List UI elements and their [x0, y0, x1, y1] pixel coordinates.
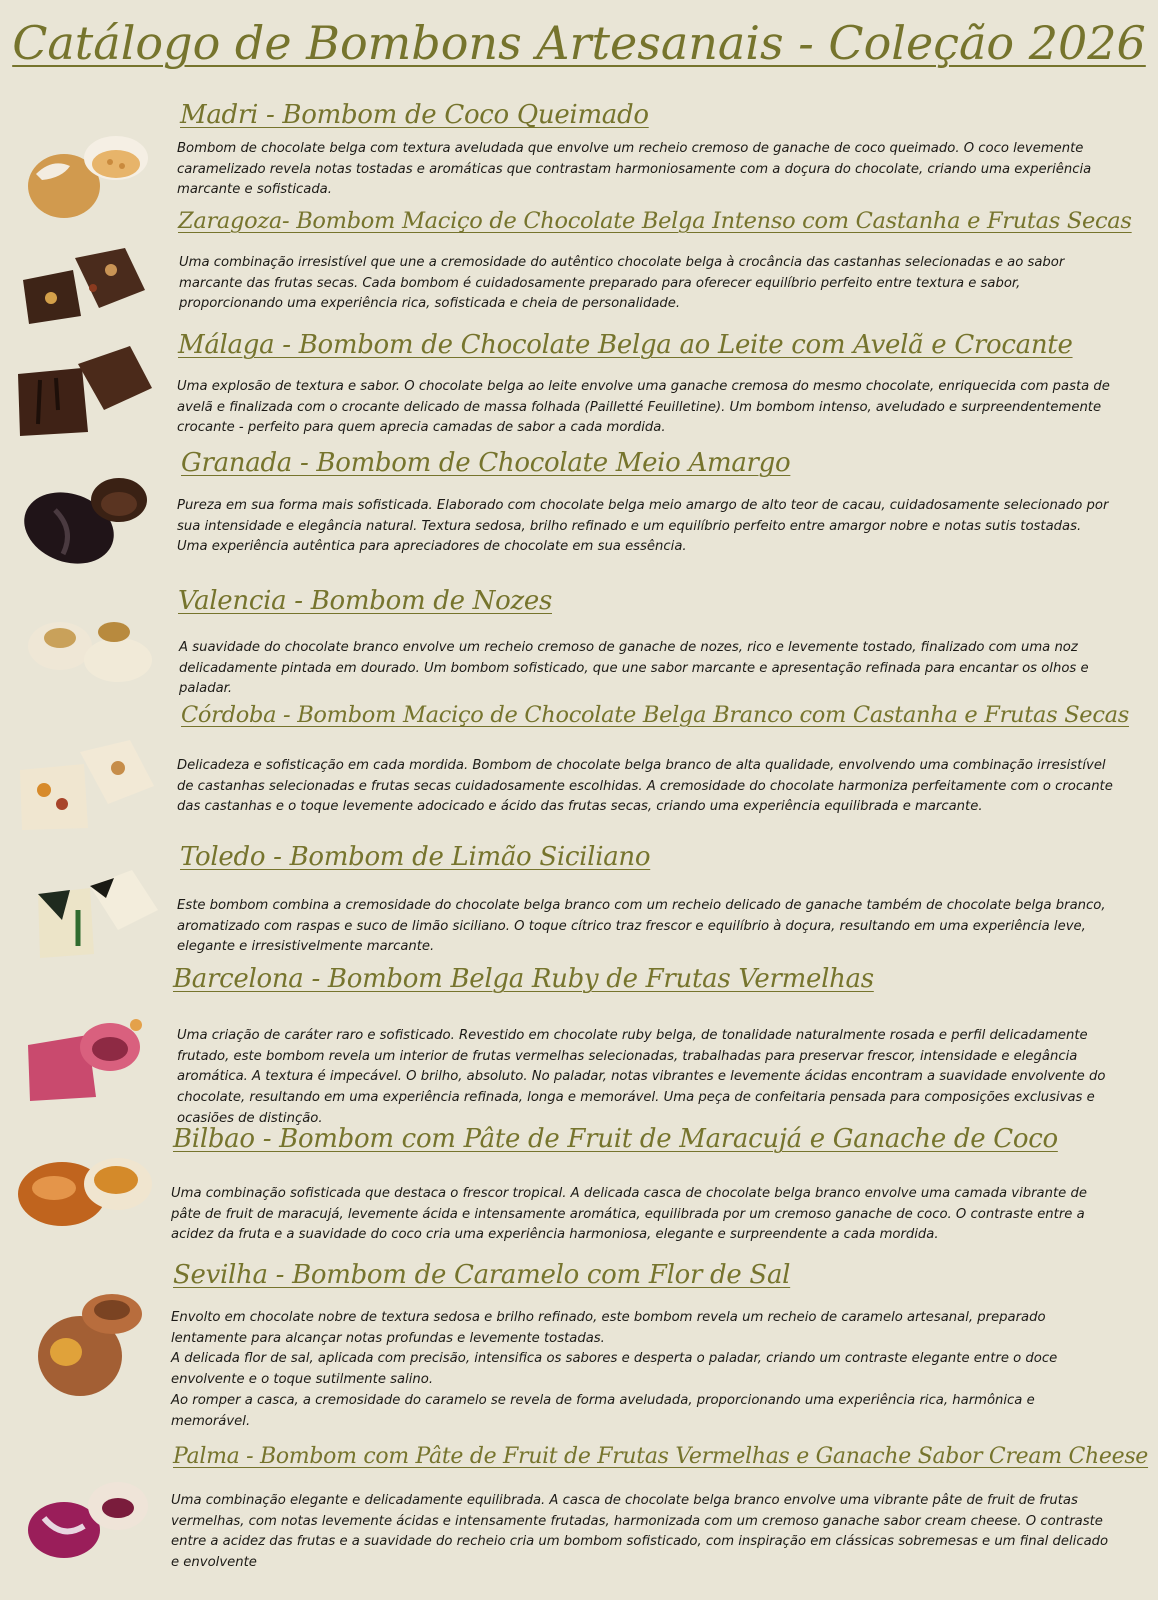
product-name: Zaragoza- Bombom Maciço de Chocolate Belga Intenso com Castanha e Frutas Secas — [178, 208, 1132, 234]
product-description — [177, 496, 1122, 558]
description-paragraph: Delicadeza e sofisticação em cada mordida. Bombom de chocolate belga branco de alta qualidade, envolvendo uma combinação irresistível de castanhas selecionadas e frutas secas cuidadosamente escolhidas. A cremosidade do chocolate harmoniza perfeitamente com o crocante das castanhas e o toque levemente adocicado e ácido das frutas secas, criando uma experiência equilibrada e marcante. — [177, 758, 1113, 815]
product-description — [171, 1184, 1116, 1246]
product-name: Sevilha - Bombom de Caramelo com Flor de Sal — [173, 1260, 791, 1290]
bonbon-photo-zaragoza — [15, 232, 165, 342]
product-description — [177, 1026, 1122, 1130]
product-description — [171, 1308, 1116, 1432]
product-name: Córdoba - Bombom Maciço de Chocolate Belga Branco com Castanha e Frutas Secas — [181, 702, 1129, 728]
bonbon-photo-palma — [14, 1470, 164, 1580]
catalog-title: Catálogo de Bombons Artesanais - Coleção 2026 — [12, 16, 1146, 70]
product-name: Barcelona - Bombom Belga Ruby de Frutas Vermelhas — [173, 964, 874, 994]
description-paragraph: Bombom de chocolate belga com textura aveludada que envolve um recheio cremoso de ganache de coco queimado. O coco levemente caramelizado revela notas tostadas e aromáticas que contrastam harmoniosamente com a doçura do chocolate, criando uma experiência marcante e sofisticada. — [177, 141, 1092, 198]
product-name: Málaga - Bombom de Chocolate Belga ao Leite com Avelã e Crocante — [178, 330, 1073, 360]
product-description — [179, 638, 1124, 700]
description-paragraph: Uma explosão de textura e sabor. O chocolate belga ao leite envolve uma ganache cremosa do mesmo chocolate, enriquecida com pasta de avelã e finalizada com o crocante delicado de massa folhada (Pailletté Feuilletine). Um bombom intenso, aveludado e surpreendentemente crocante - perfeito para quem aprecia camadas de sabor a cada mordida. — [177, 379, 1110, 436]
bonbon-photo-valencia — [18, 600, 168, 710]
product-name: Bilbao - Bombom com Pâte de Fruit de Maracujá e Ganache de Coco — [173, 1124, 1058, 1154]
description-paragraph: Este bombom combina a cremosidade do chocolate belga branco com um recheio delicado de ganache também de chocolate belga branco, aromatizado com raspas e suco de limão siciliano. O toque cítrico traz frescor e equilíbrio à doçura, resultando em uma experiência leve, elegante e irresistivelmente marcante. — [177, 898, 1106, 955]
product-description — [179, 253, 1124, 315]
bonbon-photo-sevilha — [20, 1290, 170, 1400]
product-description — [177, 896, 1122, 958]
product-name: Palma - Bombom com Pâte de Fruit de Frutas Vermelhas e Ganache Sabor Cream Cheese — [173, 1444, 1149, 1469]
product-name: Toledo - Bombom de Limão Siciliano — [180, 842, 651, 872]
description-paragraph: Envolto em chocolate nobre de textura sedosa e brilho refinado, este bombom revela um recheio de caramelo artesanal, preparado lentamente para alcançar notas profundas e levemente tostadas. — [171, 1310, 1046, 1346]
product-name: Madri - Bombom de Coco Queimado — [180, 100, 649, 130]
description-paragraph: Pureza em sua forma mais sofisticada. Elaborado com chocolate belga meio amargo de alto teor de cacau, cuidadosamente selecionado por sua intensidade e elegância natural. Textura sedosa, brilho refinado e um equilíbrio perfeito entre amargor nobre e notas sutis tostadas. — [177, 498, 1109, 534]
bonbon-photo-bilbao — [10, 1140, 160, 1250]
product-description — [177, 377, 1122, 439]
description-paragraph: Uma experiência autêntica para apreciadores de chocolate em sua essência. — [177, 539, 687, 555]
description-paragraph: A delicada flor de sal, aplicada com precisão, intensifica os sabores e desperta o paladar, criando um contraste elegante entre o doce envolvente e o toque sutilmente salino. — [171, 1351, 1058, 1388]
product-name: Valencia - Bombom de Nozes — [178, 586, 552, 616]
bonbon-photo-malaga — [12, 340, 162, 450]
bonbon-photo-barcelona — [18, 1005, 168, 1115]
bonbon-photo-madri — [12, 118, 162, 228]
description-paragraph: A suavidade do chocolate branco envolve um recheio cremoso de ganache de nozes, rico e levemente tostado, finalizado com uma noz delicadamente pintada em dourado. Um bombom sofisticado, que une sabor marcante e apresentação refinada para encantar os olhos e paladar. — [179, 640, 1089, 697]
description-paragraph: Uma combinação elegante e delicadamente equilibrada. A casca de chocolate belga branco envolve uma vibrante pâte de fruit de frutas vermelhas, com notas levemente ácidas e intensamente frutadas, harmonizada com um cremoso ganache sabor cream cheese. O contraste entre a acidez das frutas e a suavidade do recheio cria um bombom sofisticado, com inspiração em clássicas sobremesas e um final delicado e envolvente — [171, 1493, 1109, 1571]
bonbon-photo-granada — [15, 470, 165, 580]
description-paragraph: Ao romper a casca, a cremosidade do caramelo se revela de forma aveludada, proporcionando uma experiência rica, harmônica e memorável. — [171, 1392, 1035, 1429]
description-paragraph: Uma combinação irresistível que une a cremosidade do autêntico chocolate belga à crocância das castanhas selecionadas e ao sabor marcante das frutas secas. Cada bombom é cuidadosamente preparado para oferecer equilíbrio perfeito entre textura e sabor, proporcionando uma experiência rica, sofisticada e cheia de personalidade. — [179, 255, 1065, 312]
bonbon-photo-toledo — [30, 870, 180, 980]
description-paragraph: Uma criação de caráter raro e sofisticado. Revestido em chocolate ruby belga, de tonalidade naturalmente rosada e perfil delicadamente frutado, este bombom revela um interior de frutas vermelhas selecionadas, trabalhadas para preservar frescor, intensidade e elegância aromática. A textura é impecável. O brilho, absoluto. No paladar, notas vibrantes e levemente ácidas encontram a suavidade envolvente do chocolate, resultando em uma experiência refinada, longa e memorável. Uma peça de confeitaria pensada para composições exclusivas e ocasiões de distinção. — [177, 1028, 1106, 1126]
bonbon-photo-cordoba — [14, 740, 164, 850]
description-paragraph: Uma combinação sofisticada que destaca o frescor tropical. A delicada casca de chocolate belga branco envolve uma camada vibrante de pâte de fruit de maracujá, levemente ácida e intensamente aromática, equilibrada por um cremoso ganache de coco. O contraste entre a acidez da fruta e a suavidade do coco cria uma experiência harmoniosa, elegante e surpreendente a cada mordida. — [171, 1186, 1087, 1243]
product-description — [177, 139, 1122, 201]
product-name: Granada - Bombom de Chocolate Meio Amargo — [181, 448, 791, 478]
product-description — [171, 1491, 1116, 1574]
product-description — [177, 756, 1122, 818]
